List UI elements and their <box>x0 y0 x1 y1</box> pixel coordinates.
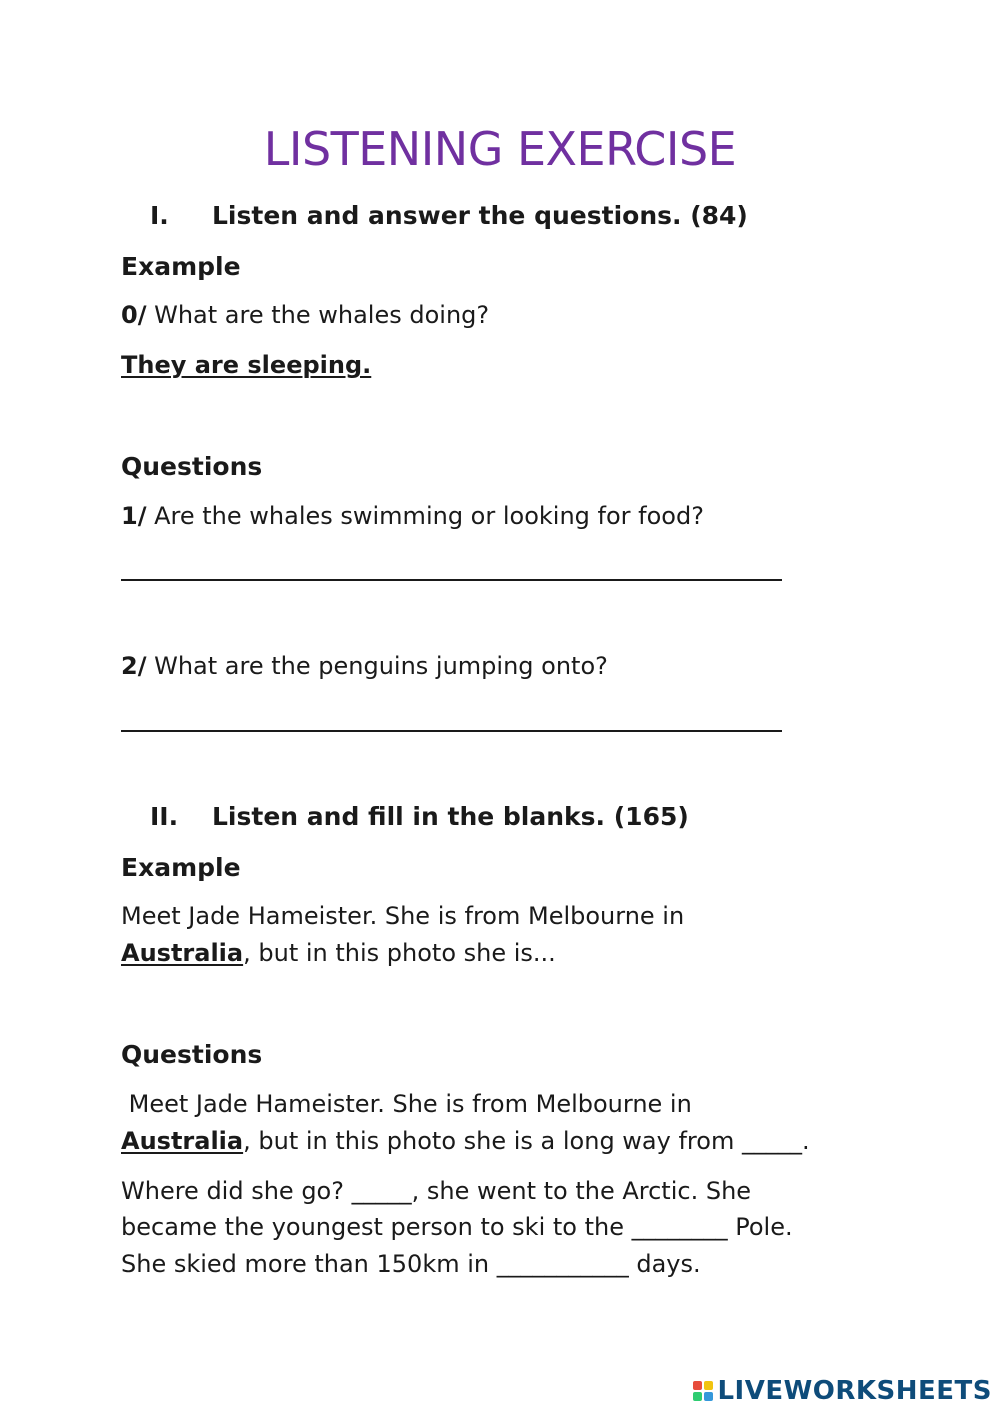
paragraph-1-line-2-rest: , but in this photo she is a long way from _____. <box>243 1127 810 1155</box>
paragraph-2-line-3: She skied more than 150km in ___________ days. <box>121 1250 701 1278</box>
logo-square <box>693 1381 702 1390</box>
section-1-heading: Listen and answer the questions. (84) <box>212 201 748 230</box>
paragraph-2-line-2: became the youngest person to ski to the ________ Pole. <box>121 1213 793 1241</box>
paragraph-2-line-1: Where did she go? _____, she went to the Arctic. She <box>121 1177 752 1205</box>
section-2-number: II. <box>150 802 179 831</box>
answer-line-1[interactable] <box>121 579 782 581</box>
section-2-questions-label: Questions <box>121 1040 263 1069</box>
example-text-line-2 <box>121 939 556 967</box>
section-1-example-label: Example <box>121 252 241 281</box>
section-1-number: I. <box>150 201 169 230</box>
liveworksheets-logo-icon <box>693 1381 713 1401</box>
paragraph-country: Australia <box>121 1127 244 1155</box>
question-1-text: Are the whales swimming or looking for food? <box>146 502 704 530</box>
example-country: Australia <box>121 939 244 967</box>
example-question <box>121 301 489 329</box>
page-title: LISTENING EXERCISE <box>263 122 737 176</box>
section-2-example-label: Example <box>121 853 241 882</box>
example-text-rest: , but in this photo she is... <box>243 939 556 967</box>
logo-square <box>704 1392 713 1401</box>
brand-name: LIVEWORKSHEETS <box>717 1376 992 1406</box>
paragraph-1-line-2 <box>121 1127 810 1155</box>
question-2-number: 2/ <box>121 652 147 680</box>
liveworksheets-brand <box>693 1376 992 1406</box>
question-1 <box>121 502 704 530</box>
example-text-line-1: Meet Jade Hameister. She is from Melbourne in <box>121 902 685 930</box>
question-2-text: What are the penguins jumping onto? <box>146 652 608 680</box>
logo-square <box>693 1392 702 1401</box>
example-question-number: 0/ <box>121 301 147 329</box>
question-2 <box>121 652 608 680</box>
paragraph-1-line-1: Meet Jade Hameister. She is from Melbourne in <box>121 1090 692 1118</box>
question-1-number: 1/ <box>121 502 147 530</box>
section-1-questions-label: Questions <box>121 452 263 481</box>
section-2-heading: Listen and fill in the blanks. (165) <box>212 802 689 831</box>
example-answer: They are sleeping. <box>121 351 372 379</box>
answer-line-2[interactable] <box>121 730 782 732</box>
example-question-text: What are the whales doing? <box>146 301 490 329</box>
logo-square <box>704 1381 713 1390</box>
